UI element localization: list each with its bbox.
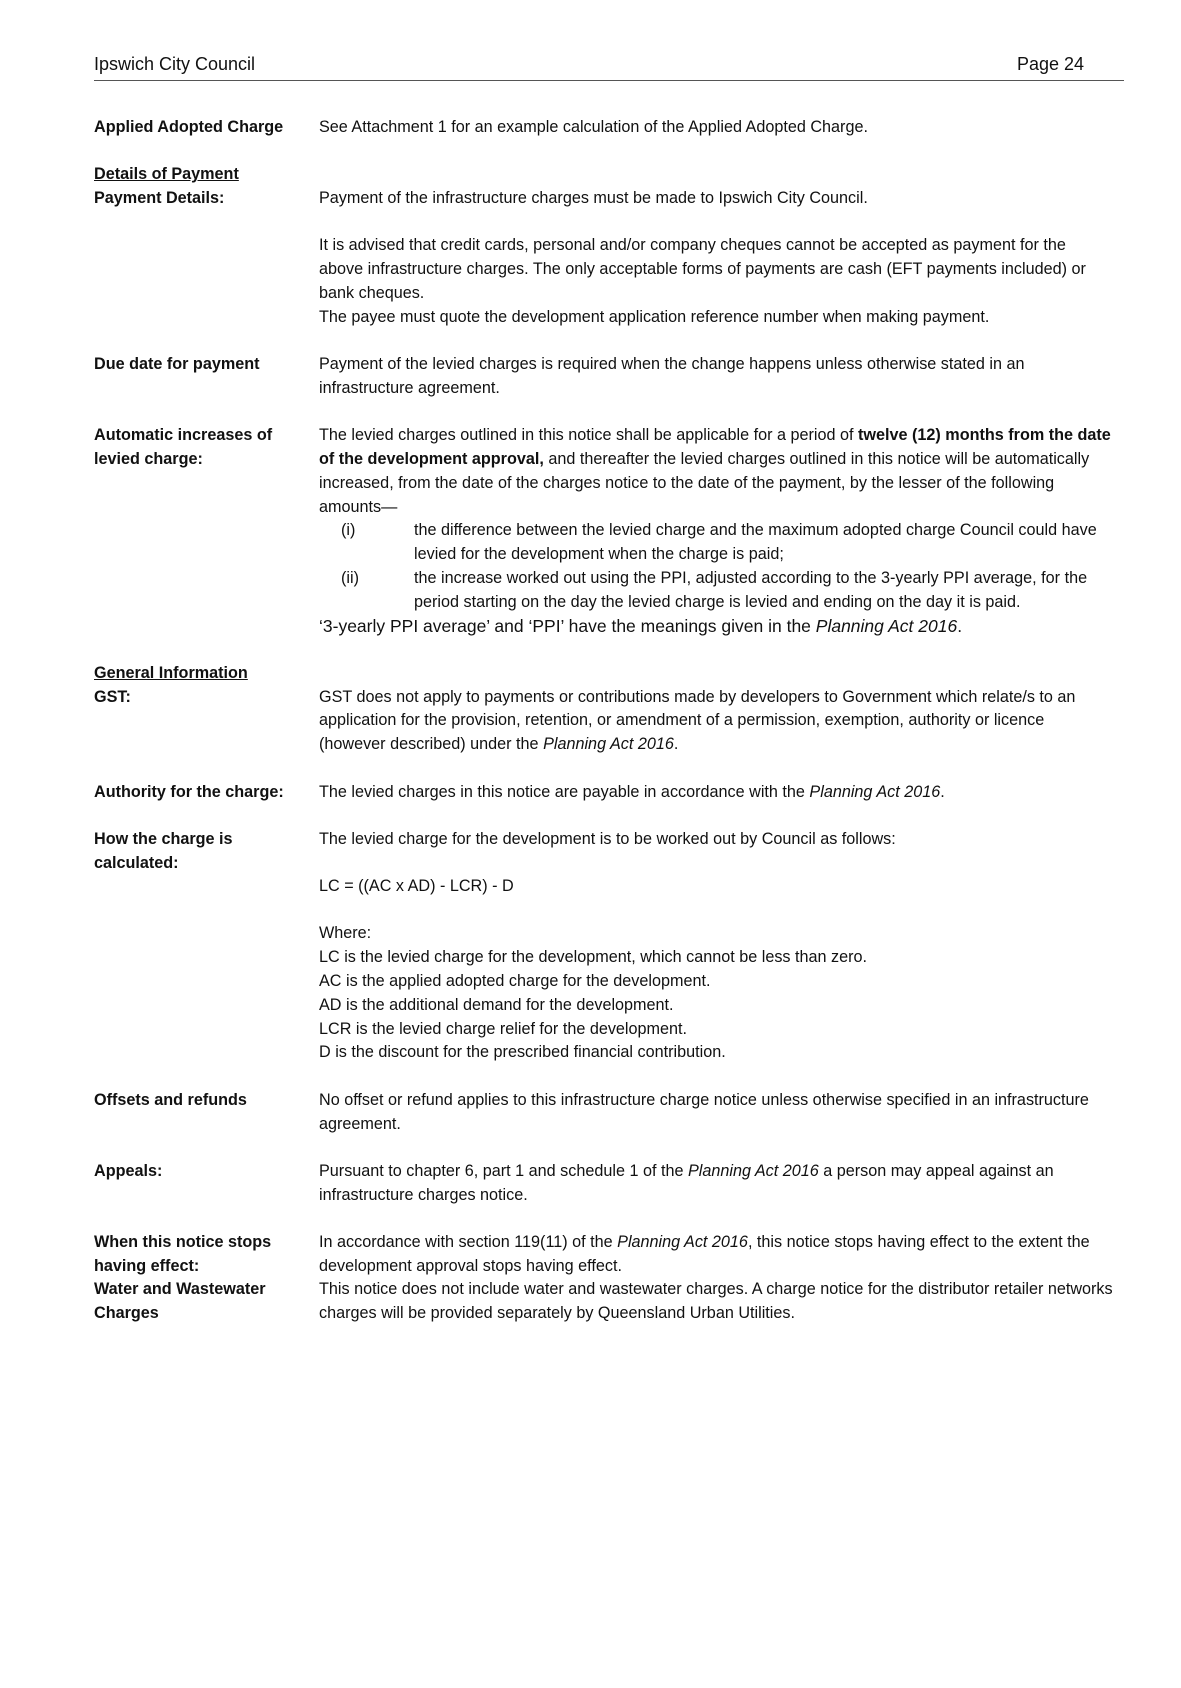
increase-amounts-list [319, 519, 1114, 614]
due-date-label: Due date for payment [94, 355, 260, 374]
due-date-text: Payment of the levied charges is required when the change happens unless otherwise stated in an infrastructure agreement. [319, 355, 1025, 397]
definition-line: AD is the additional demand for the development. [319, 995, 674, 1014]
water-charges-row [94, 1278, 1114, 1326]
list-item-number: (ii) [341, 568, 359, 587]
applied-charge-label: Applied Adopted Charge [94, 118, 284, 136]
page-header [94, 52, 1124, 81]
definition-line: LCR is the levied charge relief for the development. [319, 1019, 688, 1038]
definition-line: AC is the applied adopted charge for the development. [319, 972, 711, 991]
how-calculated-label: How the charge is calculated: [94, 829, 233, 872]
notice-stops-text: In accordance with section 119(11) of the Planning Act 2016, this notice stops having effect to the extent the development approval stops having effect. [319, 1232, 1090, 1275]
notice-stops-label: When this notice stops having effect: [94, 1232, 272, 1275]
list-item [319, 567, 1114, 615]
how-calculated-intro: The levied charge for the development is to be worked out by Council as follows: [319, 829, 896, 848]
list-item [319, 519, 1114, 567]
appeals-label: Appeals: [94, 1161, 163, 1180]
appeals-row [94, 1160, 1114, 1208]
definition-line: LC is the levied charge for the development, which cannot be less than zero. [319, 948, 867, 967]
automatic-increases-text: The levied charges outlined in this notice shall be applicable for a period of twelve (12) months from the date of the development approval, and thereafter the levied charges outlined in this notice will be automatically increased, from the date of the charges notice to the date of the payment, by the lesser of the following amounts— [319, 426, 1111, 516]
document-body [94, 116, 1114, 1326]
payment-details-row [94, 187, 1114, 329]
due-date-row [94, 353, 1114, 401]
authority-row [94, 781, 1114, 805]
general-information-heading: General Information [94, 663, 248, 682]
payment-details-p2: It is advised that credit cards, personal and/or company cheques cannot be accepted as payment for the above infrastructure charges. The only acceptable forms of payments are cash (EFT payments included) or bank cheques. [319, 236, 1086, 302]
appeals-text: Pursuant to chapter 6, part 1 and schedule 1 of the Planning Act 2016 a person may appeal against an infrastructure charges notice. [319, 1161, 1054, 1204]
payment-details-p3: The payee must quote the development application reference number when making payment. [319, 307, 990, 326]
applied-charge-row [94, 116, 1114, 140]
water-charges-label: Water and Wastewater Charges [94, 1280, 266, 1323]
authority-label: Authority for the charge: [94, 782, 284, 801]
offsets-row [94, 1089, 1114, 1137]
automatic-increases-row [94, 424, 1114, 638]
authority-text: The levied charges in this notice are payable in accordance with the Planning Act 2016. [319, 782, 945, 801]
applied-charge-text: See Attachment 1 for an example calculation of the Applied Adopted Charge. [319, 118, 868, 136]
offsets-label: Offsets and refunds [94, 1090, 247, 1109]
water-charges-text: This notice does not include water and wastewater charges. A charge notice for the distributor retailer networks charges will be provided separately by Queensland Urban Utilities. [319, 1280, 1113, 1323]
levied-charge-formula: LC = ((AC x AD) - LCR) - D [319, 877, 514, 896]
list-item-text: the difference between the levied charge and the maximum adopted charge Council could have levied for the development when the charge is paid; [414, 521, 1097, 564]
notice-stops-row [94, 1231, 1114, 1279]
payment-details-p1: Payment of the infrastructure charges must be made to Ipswich City Council. [319, 189, 868, 208]
header-org: Ipswich City Council [94, 54, 256, 74]
details-of-payment-heading: Details of Payment [94, 165, 239, 184]
list-item-number: (i) [341, 521, 356, 540]
gst-text: GST does not apply to payments or contributions made by developers to Government which relate/s to an application for the provision, retention, or amendment of a permission, exemption, authority or licence (however described) under the Planning Act 2016. [319, 687, 1076, 754]
offsets-text: No offset or refund applies to this infrastructure charge notice unless otherwise specified in an infrastructure agreement. [319, 1090, 1089, 1133]
gst-label: GST: [94, 687, 131, 706]
payment-details-label: Payment Details: [94, 189, 225, 208]
header-page-number: Page 24 [1016, 54, 1084, 74]
definition-line: D is the discount for the prescribed financial contribution. [319, 1043, 726, 1062]
automatic-increases-label: Automatic increases of levied charge: [94, 426, 273, 468]
gst-row [94, 686, 1114, 757]
where-label: Where: [319, 924, 372, 943]
twelve-months-emphasis: twelve (12) months from the date of the development approval, [319, 426, 1111, 468]
list-item-text: the increase worked out using the PPI, adjusted according to the 3-yearly PPI average, for the period starting on the day the levied charge is levied and ending on the day it is paid. [414, 568, 1088, 611]
ppi-definition-note: ‘3-yearly PPI average’ and ‘PPI’ have the meanings given in the Planning Act 2016. [319, 615, 963, 636]
how-calculated-row [94, 828, 1114, 1065]
